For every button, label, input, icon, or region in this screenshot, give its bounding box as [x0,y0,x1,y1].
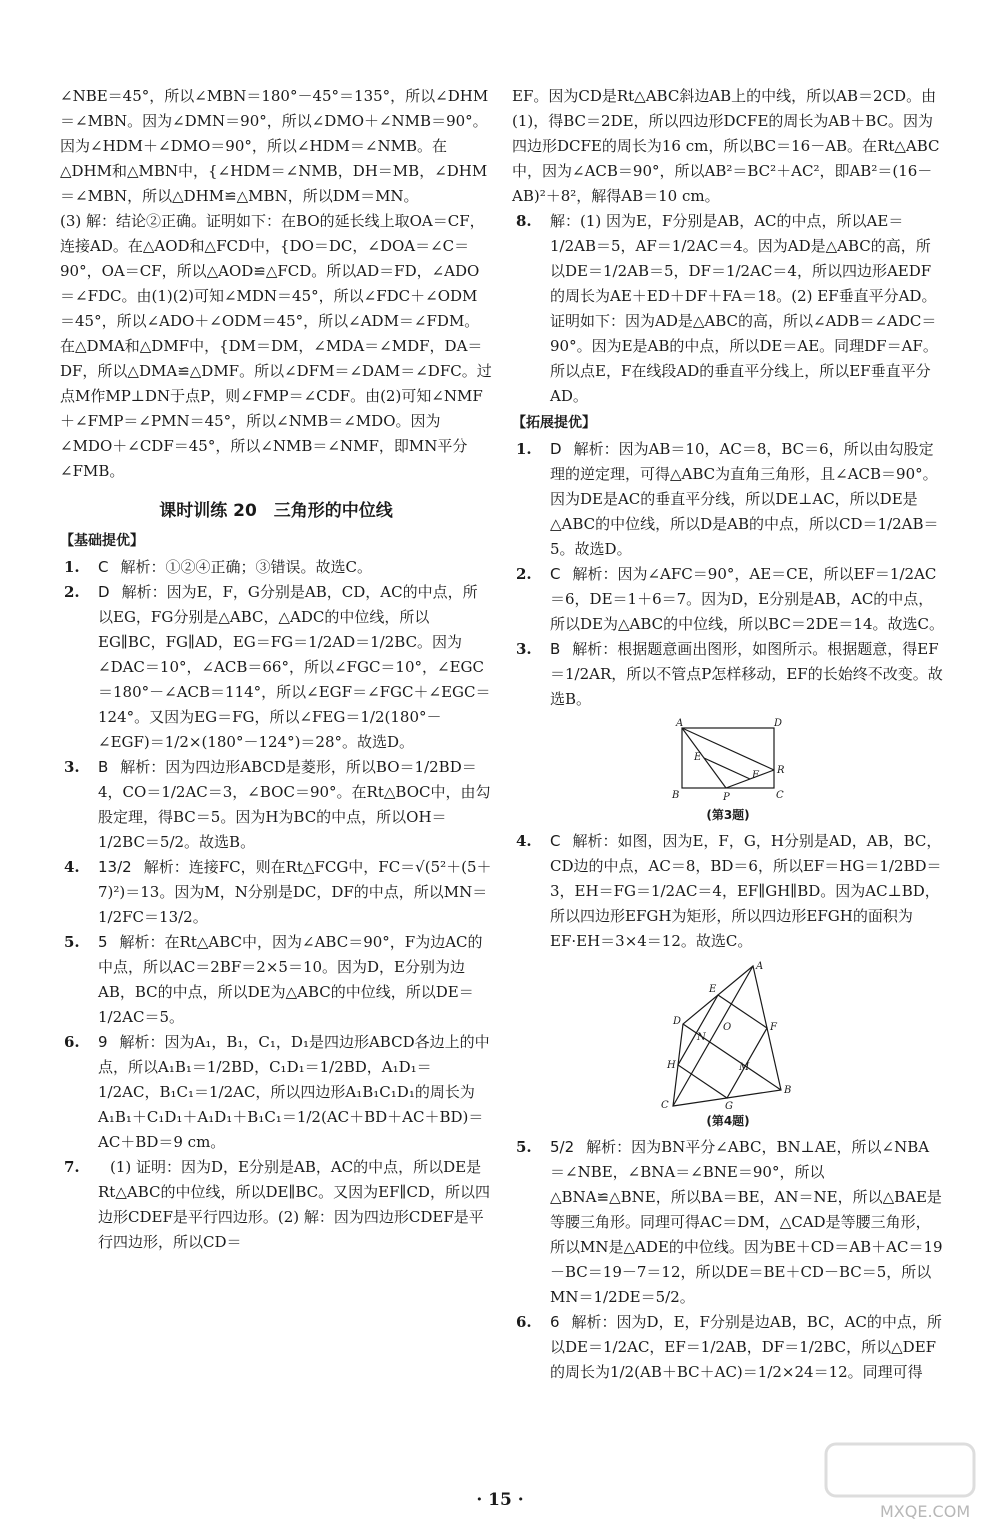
label-p: P [723,792,730,803]
item-text: 解析：因为A₁，B₁，C₁，D₁是四边形ABCD各边上的中点，所以A₁B₁＝1/2BD，C₁D₁＝1/2BD，A₁D₁＝1/2AC，B₁C₁＝1/2AC，所以四边形A₁B₁C₁D₁的周长为A₁B₁＋C₁D₁＋A₁D₁＋B₁C₁＝1/2(AC＋BD＋AC＋BD)＝AC＋BD＝9 cm。 [98,1033,490,1151]
label-b: B [784,1085,792,1096]
item-text: 解析：因为BN平分∠ABC，BN⊥AE，所以∠NBA＝∠NBE，∠BNA＝∠BNE＝90°，所以△BNA≌△BNE，所以BA＝BE，AN＝NE，所以△BAE是等腰三角形。同理可得AC＝DM，△CAD是等腰三角形，所以MN是△ADE的中位线。因为BE＋CD＝AB＋AC＝19－BC＝19－7＝12，所以DE＝BE＋CD－BC＝5，所以MN＝1/2DE＝5/2。 [550,1138,943,1306]
segment-ef [704,758,750,779]
answer-item [512,829,944,954]
left-column [60,84,492,1255]
answer-item [512,637,944,712]
item-answer: B [98,758,109,776]
item-number: 4. [516,832,532,850]
answer-item [512,437,944,562]
item-number: 6. [516,1313,532,1331]
item-number: 1. [64,558,80,576]
item-answer: 5 [98,933,108,951]
answer-item [60,1155,492,1255]
answer-item [512,1135,944,1310]
page-number: · 15 · [476,1490,524,1510]
label-c: C [776,790,784,801]
item-text: 解析：因为∠AFC＝90°，AE＝CE，所以EF＝1/2AC＝6，DE＝1＋6＝7。因为D，E分别是AB，AC的中点，所以DE为△ABC的中位线，所以BC＝2DE＝14。故选C。 [550,565,944,633]
section-basic: 【基础提优】 [60,533,144,549]
item-answer: 5/2 [550,1138,575,1156]
answer-item [60,1030,492,1155]
right-column [512,84,944,1385]
segment-ar [682,728,774,770]
item-text: 解：(1) 因为E，F分别是AB，AC的中点，所以AE＝1/2AB＝5，AF＝1/2AC＝4。因为AD是△ABC的高，所以DE＝1/2AB＝5，DF＝1/2AC＝4，所以四边形AEDF的周长为AE＋ED＋DF＋FA＝18。(2) EF垂直平分AD。证明如下：因为AD是△ABC的高，所以∠ADB＝∠ADC＝90°。因为E是AB的中点，所以DE＝AE。同理DF＝AF。所以点E，F在线段AD的垂直平分线上，所以EF垂直平分AD。 [550,212,938,405]
item-text: 解析：如图，因为E，F，G，H分别是AD，AB，BC，CD边的中点，AC＝8，BD＝6，所以EF＝HG＝1/2BD＝3，EH＝FG＝1/2AC＝4，EF∥GH∥BD。因为AC⊥BD，所以四边形EFGH为矩形，所以四边形EFGH的面积为EF·EH＝3×4＝12。故选C。 [550,832,942,950]
item-text: 解析：因为D，E，F分别是边AB，BC，AC的中点，所以DE＝1/2AC，EF＝1/2AB，DF＝1/2BC，所以△DEF的周长为1/2(AB＋BC＋AC)＝1/2×24＝12。同理可得 [550,1313,942,1381]
label-e: E [694,752,702,763]
label-c: C [661,1100,669,1110]
item-number: 2. [516,565,532,583]
item-number: 3. [516,640,532,658]
quadrilateral-abcd [673,966,781,1106]
label-n: N [697,1032,706,1043]
label-f: F [752,770,759,781]
label-m: M [739,1062,750,1073]
label-d: D [673,1016,682,1027]
figure-3-caption: (第3题) [706,808,750,822]
answer-item [512,562,944,637]
answer-item [60,755,492,855]
label-o: O [723,1022,732,1033]
item-text: 解析：在Rt△ABC中，因为∠ABC＝90°，F为边AC的中点，所以AC＝2BF＝2×5＝10。因为D，E分别为边AB，BC的中点，所以DE为△ABC的中位线，所以DE＝1/2AC＝5。 [98,933,483,1026]
answer-item [512,209,944,409]
item-number: 3. [64,758,80,776]
item-text: (1) 证明：因为D，E分别是AB，AC的中点，所以DE是Rt△ABC的中位线，所以DE∥BC。又因为EF∥CD，所以四边形CDEF是平行四边形。(2) 解：因为四边形CDEF是平行四边形，所以CD＝ [98,1158,490,1251]
item-number: 4. [64,858,80,876]
item-answer: 9 [98,1033,108,1051]
answer-item [60,580,492,755]
item-answer: C [550,565,561,583]
watermark-text: MXQE.COM [880,1502,971,1521]
label-e: E [709,984,717,995]
label-g: G [725,1101,733,1110]
item-answer: D [98,583,110,601]
item-text: 解析：因为E，F，G分别是AB，CD，AC的中点，所以EG，FG分别是△ABC，△ADC的中位线，所以EG∥BC，FG∥AD，EG＝FG＝1/2AD＝1/2BC。因为∠DAC＝10°，∠ACB＝66°，所以∠FGC＝10°，∠EGC＝180°－∠ACB＝114°，所以∠EGF＝∠FGC＋∠EGC＝124°。又因为EG＝FG，所以∠FEG＝1/2(180°－∠EGF)＝1/2×(180°－124°)＝28°。故选D。 [98,583,491,751]
item-answer: C [98,558,109,576]
item-number: 7. [64,1158,80,1176]
item-number: 5. [64,933,80,951]
label-a: A [756,961,764,972]
item-answer: C [550,832,561,850]
figure-problem-3 [668,718,788,804]
answer-item [512,1310,944,1385]
section-extended: 【拓展提优】 [512,415,596,431]
label-r: R [777,765,785,776]
lesson-title: 课时训练 20 三角形的中位线 [159,501,393,521]
item-number: 5. [516,1138,532,1156]
watermark-logo [820,1436,980,1506]
label-d: D [774,718,783,729]
item-number: 6. [64,1033,80,1051]
label-a: A [676,718,684,729]
continued-solution-part3: (3) 解：结论②正确。证明如下：在BO的延长线上取OA＝CF，连接AD。在△AOD和△FCD中，{DO＝DC，∠DOA＝∠C＝90°，OA＝CF，所以△AOD≌△FCD。所以AD＝FD，∠ADO＝∠FDC。由(1)(2)可知∠MDN＝45°，所以∠FDC＋∠ODM＝45°，所以∠ADO＋∠ODM＝45°，所以∠ADM＝∠FDM。在△DMA和△DMF中，{DM＝DM，∠MDA＝∠MDF，DA＝DF，所以△DMA≌△DMF。所以∠DFM＝∠DAM＝∠DFC。过点M作MP⊥DN于点P，则∠FMP＝∠CDF。由(2)可知∠NMF＋∠FMP＝∠PMN＝45°，所以∠NMB＝∠MDO。因为∠MDO＋∠CDF＝45°，所以∠NMB＝∠NMF，即MN平分∠FMB。 [60,212,492,480]
item-number: 8. [516,212,532,230]
item-text: 解析：因为四边形ABCD是菱形，所以BO＝1/2BD＝4，CO＝1/2AC＝3，∠BOC＝90°。在Rt△BOC中，由勾股定理，得BC＝5。因为H为BC的中点，所以OH＝1/2BC＝5/2。故选B。 [98,758,491,851]
answer-item [60,555,492,580]
item-number: 2. [64,583,80,601]
item-text: 解析：根据题意画出图形，如图所示。根据题意，得EF＝1/2AR，所以不管点P怎样移动，EF的长始终不改变。故选B。 [550,640,943,708]
item-answer: B [550,640,561,658]
continued-solution-7: EF。因为CD是Rt△ABC斜边AB上的中线，所以AB＝2CD。由(1)，得BC＝2DE，所以四边形DCFE的周长为AB＋BC。因为四边形DCFE的周长为16 cm，所以BC＝16－AB。在Rt△ABC中，因为∠ACB＝90°，所以AB²＝BC²＋AC²，即AB²＝(16－AB)²＋8²，解得AB＝10 cm。 [512,87,940,205]
item-answer: 13/2 [98,858,132,876]
label-b: B [672,790,680,801]
figure-problem-4 [653,960,803,1110]
label-h: H [667,1060,676,1071]
item-text: 解析：①②④正确；③错误。故选C。 [120,558,372,576]
item-text: 解析：连接FC，则在Rt△FCG中，FC＝√(5²＋(5＋7)²)＝13。因为M，N分别是DC，DF的中点，所以MN＝1/2FC＝13/2。 [98,858,492,926]
label-f: F [770,1022,777,1033]
rectangle-efgh [678,995,767,1098]
item-answer: D [550,440,562,458]
item-number: 1. [516,440,532,458]
answer-item [60,855,492,930]
item-text: 解析：因为AB＝10，AC＝8，BC＝6，所以由勾股定理的逆定理，可得△ABC为直角三角形，且∠ACB＝90°。因为DE是AC的垂直平分线，所以DE⊥AC，所以DE是△ABC的中位线，所以D是AB的中点，所以CD＝1/2AB＝5。故选D。 [550,440,939,558]
continued-solution-part2: ∠NBE＝45°，所以∠MBN＝180°－45°＝135°，所以∠DHM＝∠MBN。因为∠DMN＝90°，所以∠DMO＋∠NMB＝90°。因为∠HDM＋∠DMO＝90°，所以∠HDM＝∠NMB。在△DHM和△MBN中，{∠HDM＝∠NMB，DH＝MB，∠DHM＝∠MBN，所以△DHM≌△MBN，所以DM＝MN。 [60,87,489,205]
figure-4-caption: (第4题) [706,1114,750,1128]
answer-item [60,930,492,1030]
item-answer: 6 [550,1313,560,1331]
